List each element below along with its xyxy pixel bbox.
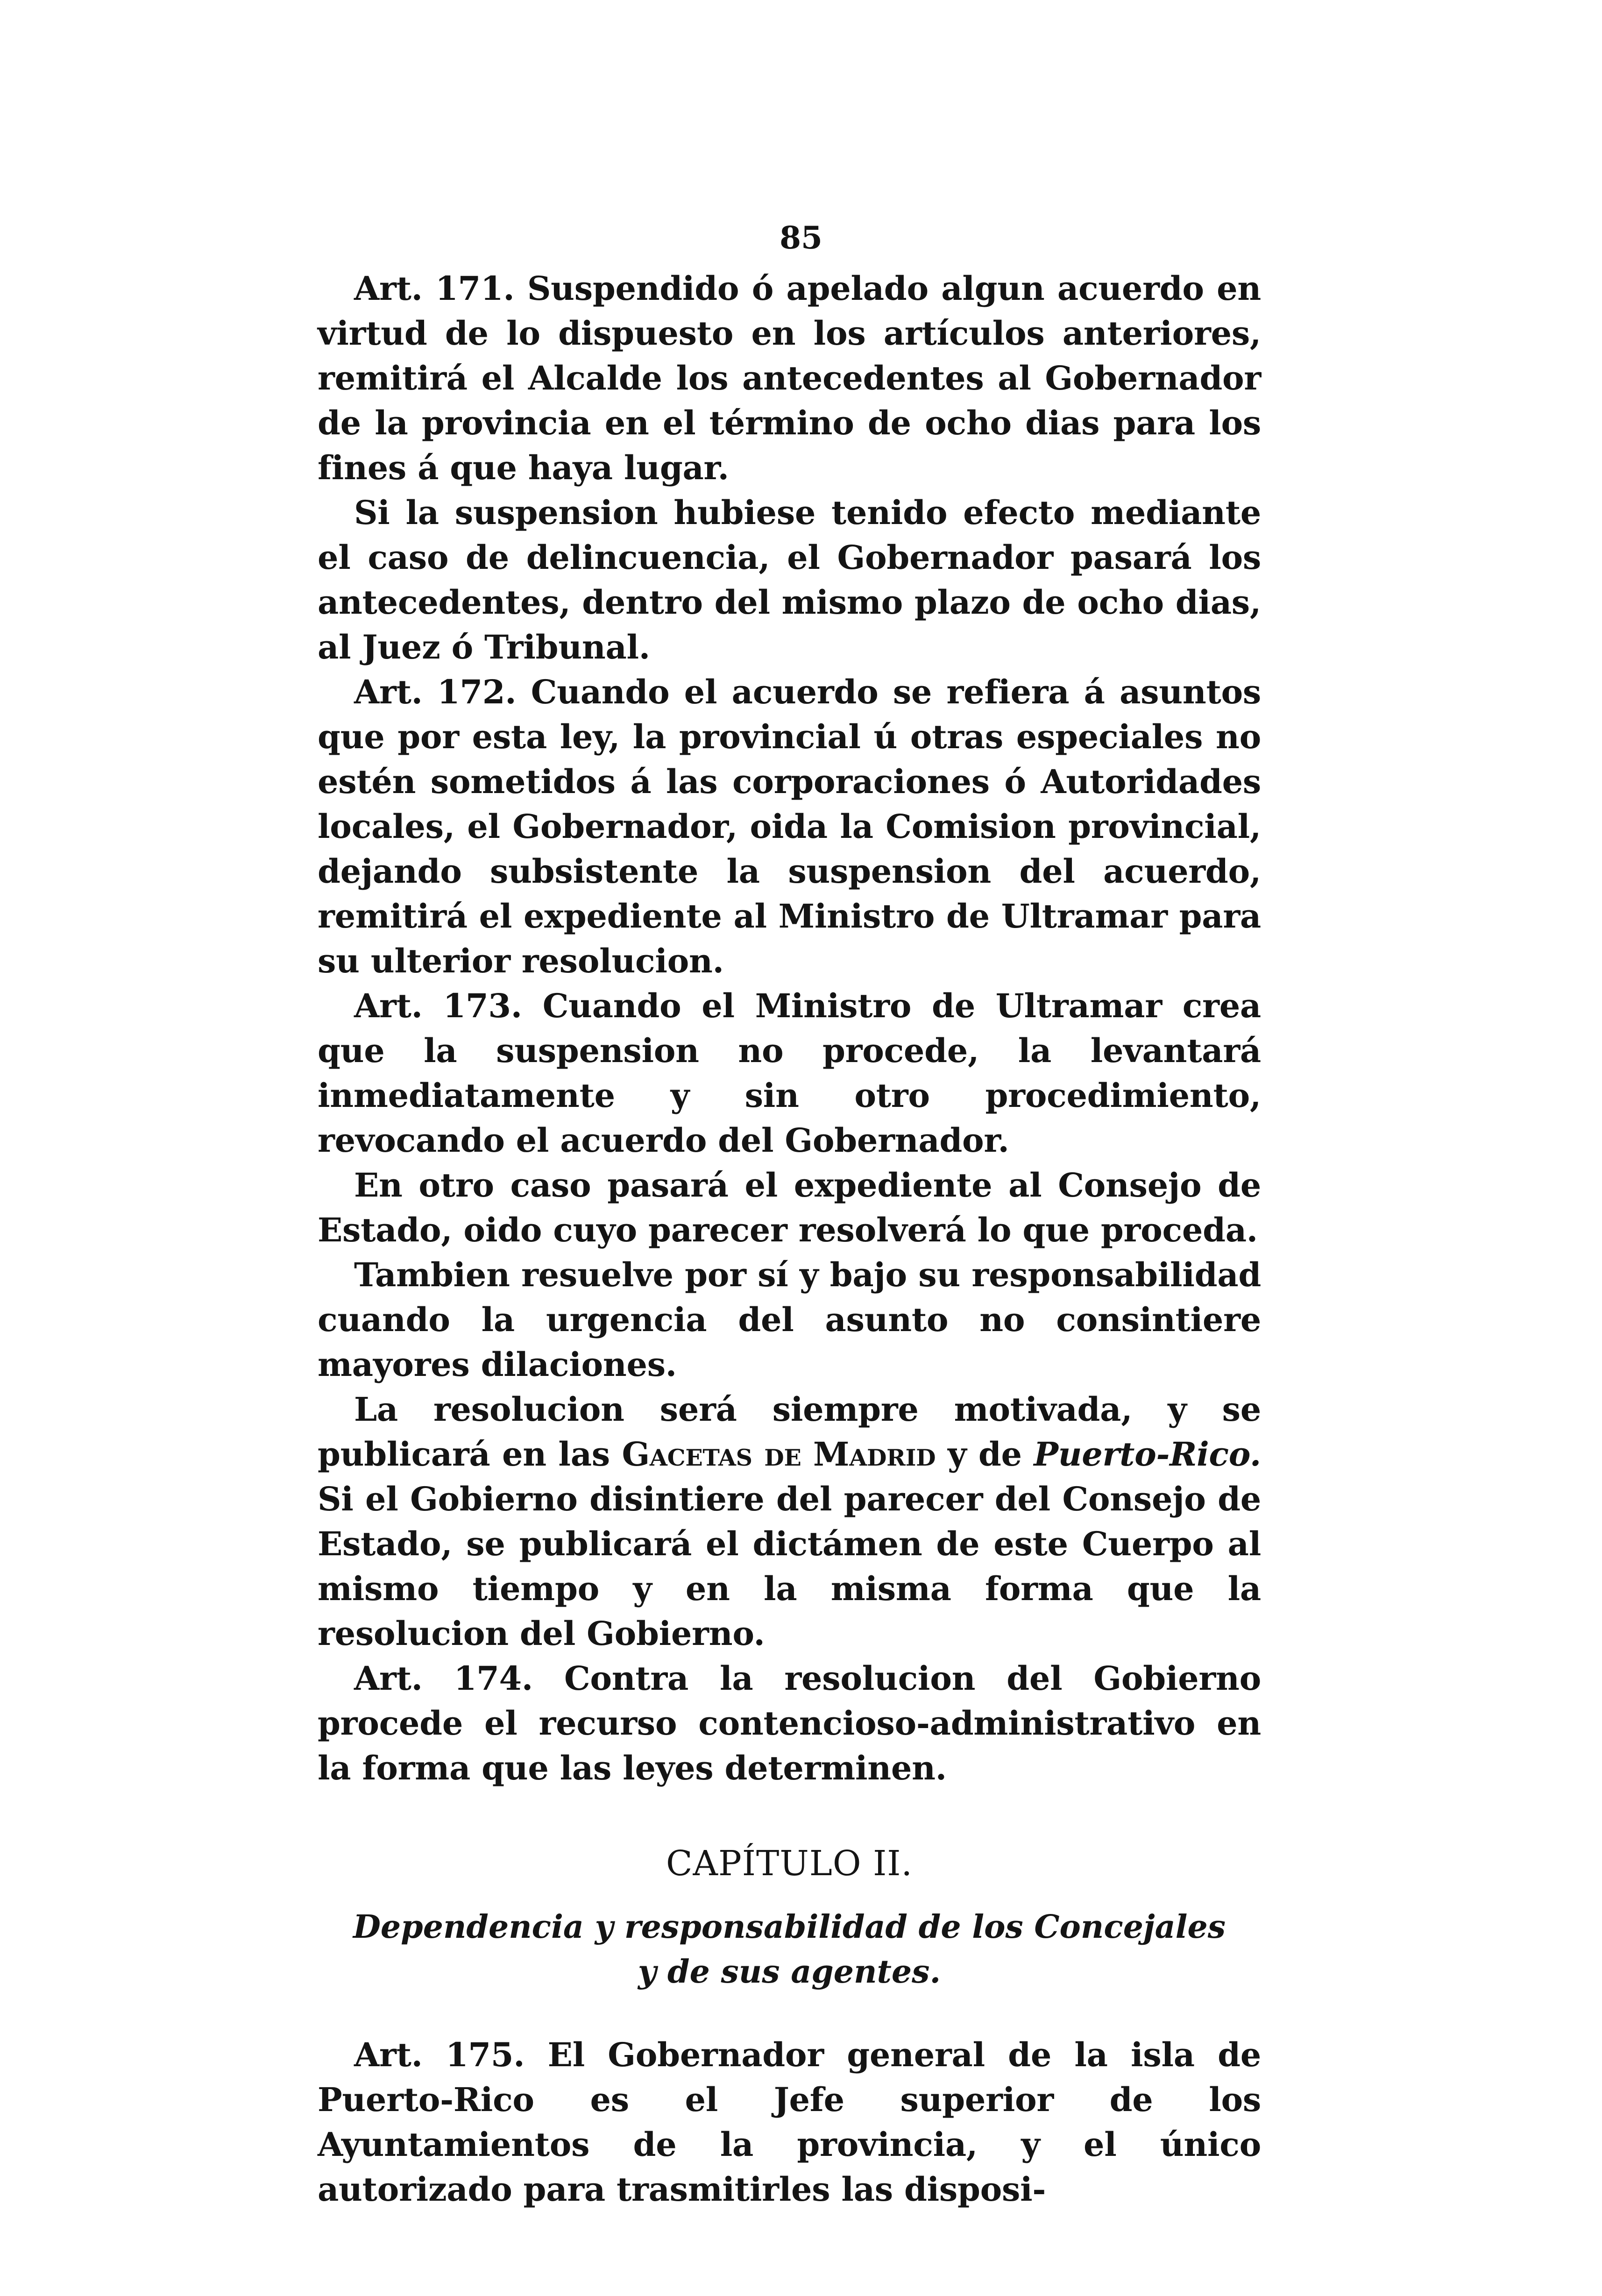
chapter-subtitle-line-2: y de sus agentes. <box>638 1953 941 1991</box>
paragraph-text: Si la suspension hubiese tenido efecto mediante el caso de delincuencia, el Gobernador pasará los antecedentes, dentro del mismo plazo de ocho dias, al Juez ó Tribunal. <box>318 493 1261 666</box>
article-text: Suspendido ó apelado algun acuerdo en virtud de lo dispuesto en los artículos anteriores, remitirá el Alcalde los antecedentes al Gobernador de la provincia en el término de ocho dias para los fines á que haya lugar. <box>318 269 1261 487</box>
page-number: 85 <box>780 220 822 256</box>
article-label: Art. 174. <box>354 1659 533 1698</box>
article-text: Cuando el Ministro de Ultramar crea que la suspension no procede, la levantará inmediatamente y sin otro procedimiento, revocando el acuerdo del Gobernador. <box>318 986 1261 1160</box>
article-text: Cuando el acuerdo se refiera á asuntos que por esta ley, la provincial ú otras especiales no estén sometidos á las corporaciones ó Autoridades locales, el Gobernador, oida la Comision provincial, dejando subsistente la suspension del acuerdo, remitirá el expediente al Ministro de Ultramar para su ulterior resolucion. <box>318 673 1261 980</box>
paragraph-text: En otro caso pasará el expediente al Consejo de Estado, oido cuyo parecer resolverá lo que proceda. <box>318 1166 1261 1249</box>
chapter-title: CAPÍTULO II. <box>666 1843 913 1884</box>
article-label: Art. 172. <box>354 673 517 711</box>
article-text: El Gobernador general de la isla de Puerto-Rico es el Jefe superior de los Ayuntamientos de la provincia, y el único autorizado para trasmitirles las disposi- <box>318 2035 1261 2209</box>
puerto-rico-italic: Puerto-Rico. <box>1034 1435 1261 1474</box>
paragraph-urgencia <box>318 1253 1261 1387</box>
paragraph-text: Tambien resuelve por sí y bajo su responsabilidad cuando la urgencia del asunto no consintiere mayores dilaciones. <box>318 1255 1261 1384</box>
paragraph-suspension <box>318 490 1261 670</box>
paragraph-text-mid: y de <box>947 1435 1022 1474</box>
paragraph-text-before: La resolucion será siempre motivada, y se publicará en las <box>318 1390 1261 1474</box>
article-173 <box>318 984 1261 1163</box>
article-text: Contra la resolucion del Gobierno procede el recurso contencioso-administrativo en la forma que las leyes determinen. <box>318 1659 1261 1787</box>
article-174 <box>318 1656 1261 1791</box>
article-172 <box>318 670 1261 984</box>
paragraph-resolucion <box>318 1387 1261 1656</box>
chapter-subtitle <box>318 1905 1261 1994</box>
article-label: Art. 175. <box>354 2035 525 2074</box>
article-171 <box>318 266 1261 490</box>
article-label: Art. 173. <box>354 986 522 1025</box>
article-175 <box>318 2033 1261 2212</box>
article-label: Art. 171. <box>354 269 515 308</box>
chapter-subtitle-line-1: Dependencia y responsabilidad de los Concejales <box>353 1908 1226 1946</box>
gacetas-de-madrid: Gacetas de Madrid <box>622 1435 936 1474</box>
paragraph-consejo <box>318 1163 1261 1253</box>
body-text <box>318 266 1261 2212</box>
paragraph-text-after: Si el Gobierno disintiere del parecer del Consejo de Estado, se publicará el dictámen de este Cuerpo al mismo tiempo y en la misma forma que la resolucion del Gobierno. <box>318 1480 1261 1653</box>
